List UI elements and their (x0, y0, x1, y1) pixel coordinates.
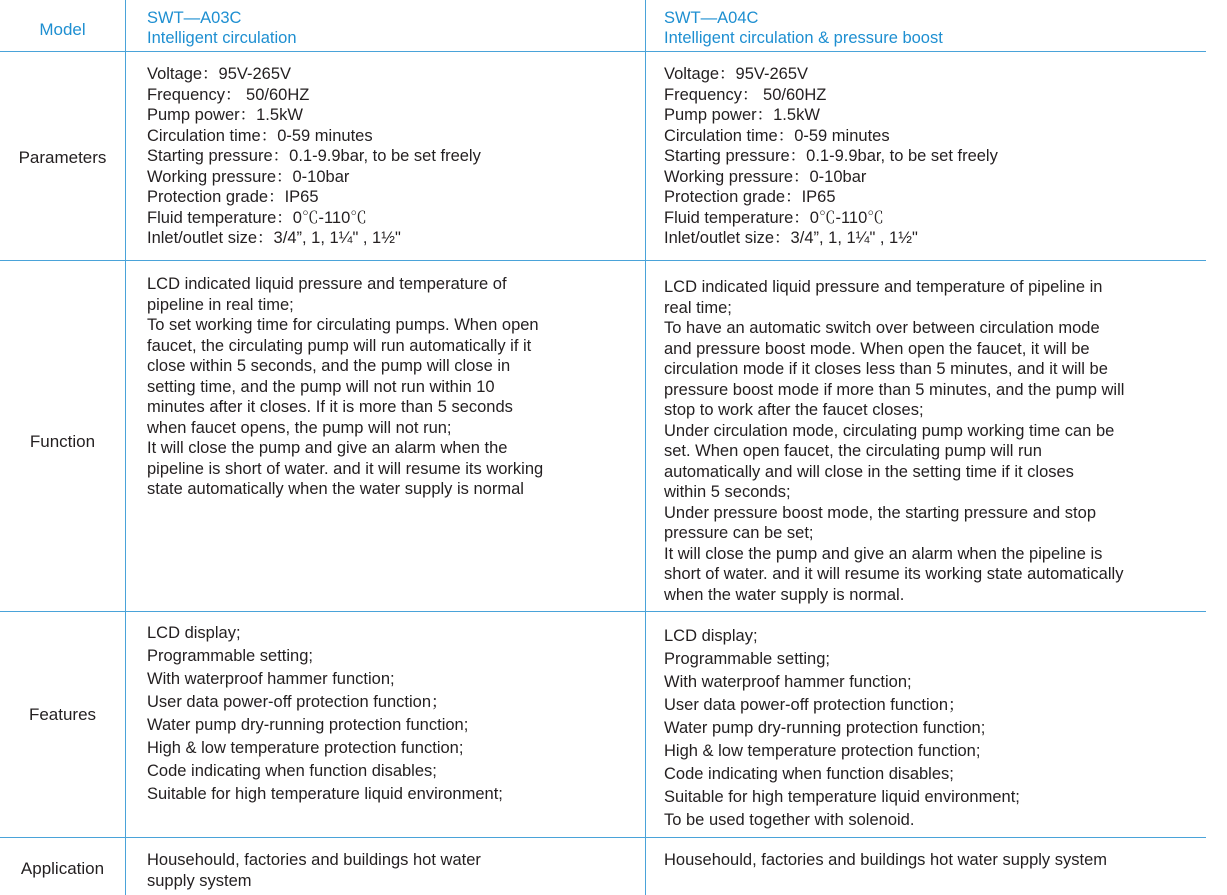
text-line: To be used together with solenoid. (664, 811, 915, 829)
text-line: Circulation time：0-59 minutes (664, 126, 890, 145)
text-line: LCD indicated liquid pressure and temperature of pipeline in (664, 278, 1103, 296)
model-header-a03c (147, 8, 297, 48)
text-line: High & low temperature protection function; (147, 739, 464, 757)
text-line: With waterproof hammer function; (147, 670, 395, 688)
row-divider (0, 611, 1206, 612)
function-a03c (147, 274, 543, 500)
text-line: faucet, the circulating pump will run automatically if it (147, 336, 532, 355)
function-a04c (664, 277, 1124, 605)
text-line: LCD display; (664, 627, 758, 645)
text-line: Frequency： 50/60HZ (664, 85, 827, 104)
text-line: Working pressure：0-10bar (664, 167, 867, 186)
text-line: Water pump dry-running protection function; (664, 719, 986, 737)
application-a04c (664, 850, 1107, 871)
text-line: setting time, and the pump will not run within 10 (147, 377, 495, 396)
row-label-function: Function (29, 432, 96, 451)
text-line: Fluid temperature：0℃-110℃ (147, 208, 367, 227)
text-line: Programmable setting; (664, 650, 830, 668)
text-line: It will close the pump and give an alarm when the (147, 439, 508, 457)
text-line: pressure can be set; (664, 524, 814, 542)
text-line: Pump power：1.5kW (664, 106, 820, 124)
text-line: Code indicating when function disables; (664, 765, 954, 783)
model-code: SWT—A03C (147, 9, 242, 27)
text-line: close within 5 seconds, and the pump will close in (147, 357, 511, 375)
text-line: It will close the pump and give an alarm when the pipeline is (664, 544, 1103, 563)
row-label-features: Features (28, 705, 97, 724)
application-a03c (147, 850, 481, 891)
text-line: Suitable for high temperature liquid environment; (664, 788, 1020, 806)
text-line: Code indicating when function disables; (147, 762, 437, 780)
text-line: Suitable for high temperature liquid environment; (147, 785, 503, 803)
text-line: Pump power：1.5kW (147, 106, 303, 124)
column-divider-left (125, 0, 126, 895)
model-subtitle: Intelligent circulation (147, 29, 297, 47)
text-line: User data power-off protection function； (664, 696, 965, 714)
text-line: Househould, factories and buildings hot water supply system (664, 851, 1107, 869)
text-line: To set working time for circulating pumps. When open (147, 316, 539, 334)
text-line: Fluid temperature：0℃-110℃ (664, 208, 884, 227)
text-line: when faucet opens, the pump will not run; (147, 418, 452, 437)
text-line: With waterproof hammer function; (664, 673, 912, 691)
text-line: pressure boost mode if more than 5 minutes, and the pump will (664, 380, 1125, 399)
text-line: circulation mode if it closes less than 5 minutes, and it will be (664, 360, 1108, 378)
text-line: stop to work after the faucet closes; (664, 401, 924, 419)
text-line: High & low temperature protection function; (664, 742, 981, 760)
text-line: Starting pressure：0.1-9.9bar, to be set freely (664, 147, 998, 165)
text-line: LCD display; (147, 624, 241, 642)
text-line: pipeline in real time; (147, 295, 294, 314)
text-line: Circulation time：0-59 minutes (147, 126, 373, 145)
features-a04c (664, 625, 1020, 832)
text-line: Inlet/outlet size：3/4”, 1, 1¼" , 1½" (147, 229, 401, 247)
text-line: and pressure boost mode. When open the faucet, it will be (664, 339, 1090, 358)
model-code: SWT—A04C (664, 9, 759, 27)
features-a03c (147, 622, 503, 806)
text-line: Protection grade：IP65 (147, 188, 319, 206)
text-line: supply system (147, 871, 252, 890)
text-line: Voltage：95V-265V (147, 65, 292, 83)
row-label-parameters: Parameters (18, 148, 107, 167)
model-subtitle: Intelligent circulation & pressure boost (664, 29, 943, 47)
text-line: set. When open faucet, the circulating pump will run (664, 442, 1042, 460)
row-label-model: Model (39, 20, 86, 39)
text-line: Voltage：95V-265V (664, 65, 809, 83)
text-line: Water pump dry-running protection function; (147, 716, 469, 734)
text-line: Under circulation mode, circulating pump working time can be (664, 421, 1115, 440)
row-divider (0, 837, 1206, 838)
parameters-a04c (664, 64, 998, 249)
text-line: Under pressure boost mode, the starting pressure and stop (664, 503, 1096, 522)
text-line: To have an automatic switch over between circulation mode (664, 319, 1100, 337)
text-line: Inlet/outlet size：3/4”, 1, 1¼" , 1½" (664, 229, 918, 247)
text-line: Househould, factories and buildings hot water (147, 851, 481, 869)
text-line: real time; (664, 298, 732, 317)
text-line: Frequency： 50/60HZ (147, 85, 310, 104)
text-line: User data power-off protection function； (147, 693, 448, 711)
text-line: pipeline is short of water. and it will resume its working (147, 459, 544, 478)
text-line: Starting pressure：0.1-9.9bar, to be set freely (147, 147, 481, 165)
model-header-a04c (664, 8, 943, 48)
text-line: automatically and will close in the setting time if it closes (664, 462, 1074, 481)
row-label-application: Application (20, 859, 105, 878)
row-divider (0, 260, 1206, 261)
text-line: state automatically when the water supply is normal (147, 480, 524, 498)
text-line: Protection grade：IP65 (664, 188, 836, 206)
row-divider (0, 51, 1206, 52)
text-line: minutes after it closes. If it is more than 5 seconds (147, 398, 513, 416)
text-line: Programmable setting; (147, 647, 313, 665)
text-line: Working pressure：0-10bar (147, 167, 350, 186)
text-line: within 5 seconds; (664, 483, 791, 501)
parameters-a03c (147, 64, 481, 249)
column-divider-middle (645, 0, 646, 895)
text-line: LCD indicated liquid pressure and temperature of (147, 275, 507, 293)
text-line: short of water. and it will resume its working state automatically (664, 565, 1124, 583)
text-line: when the water supply is normal. (664, 585, 905, 604)
